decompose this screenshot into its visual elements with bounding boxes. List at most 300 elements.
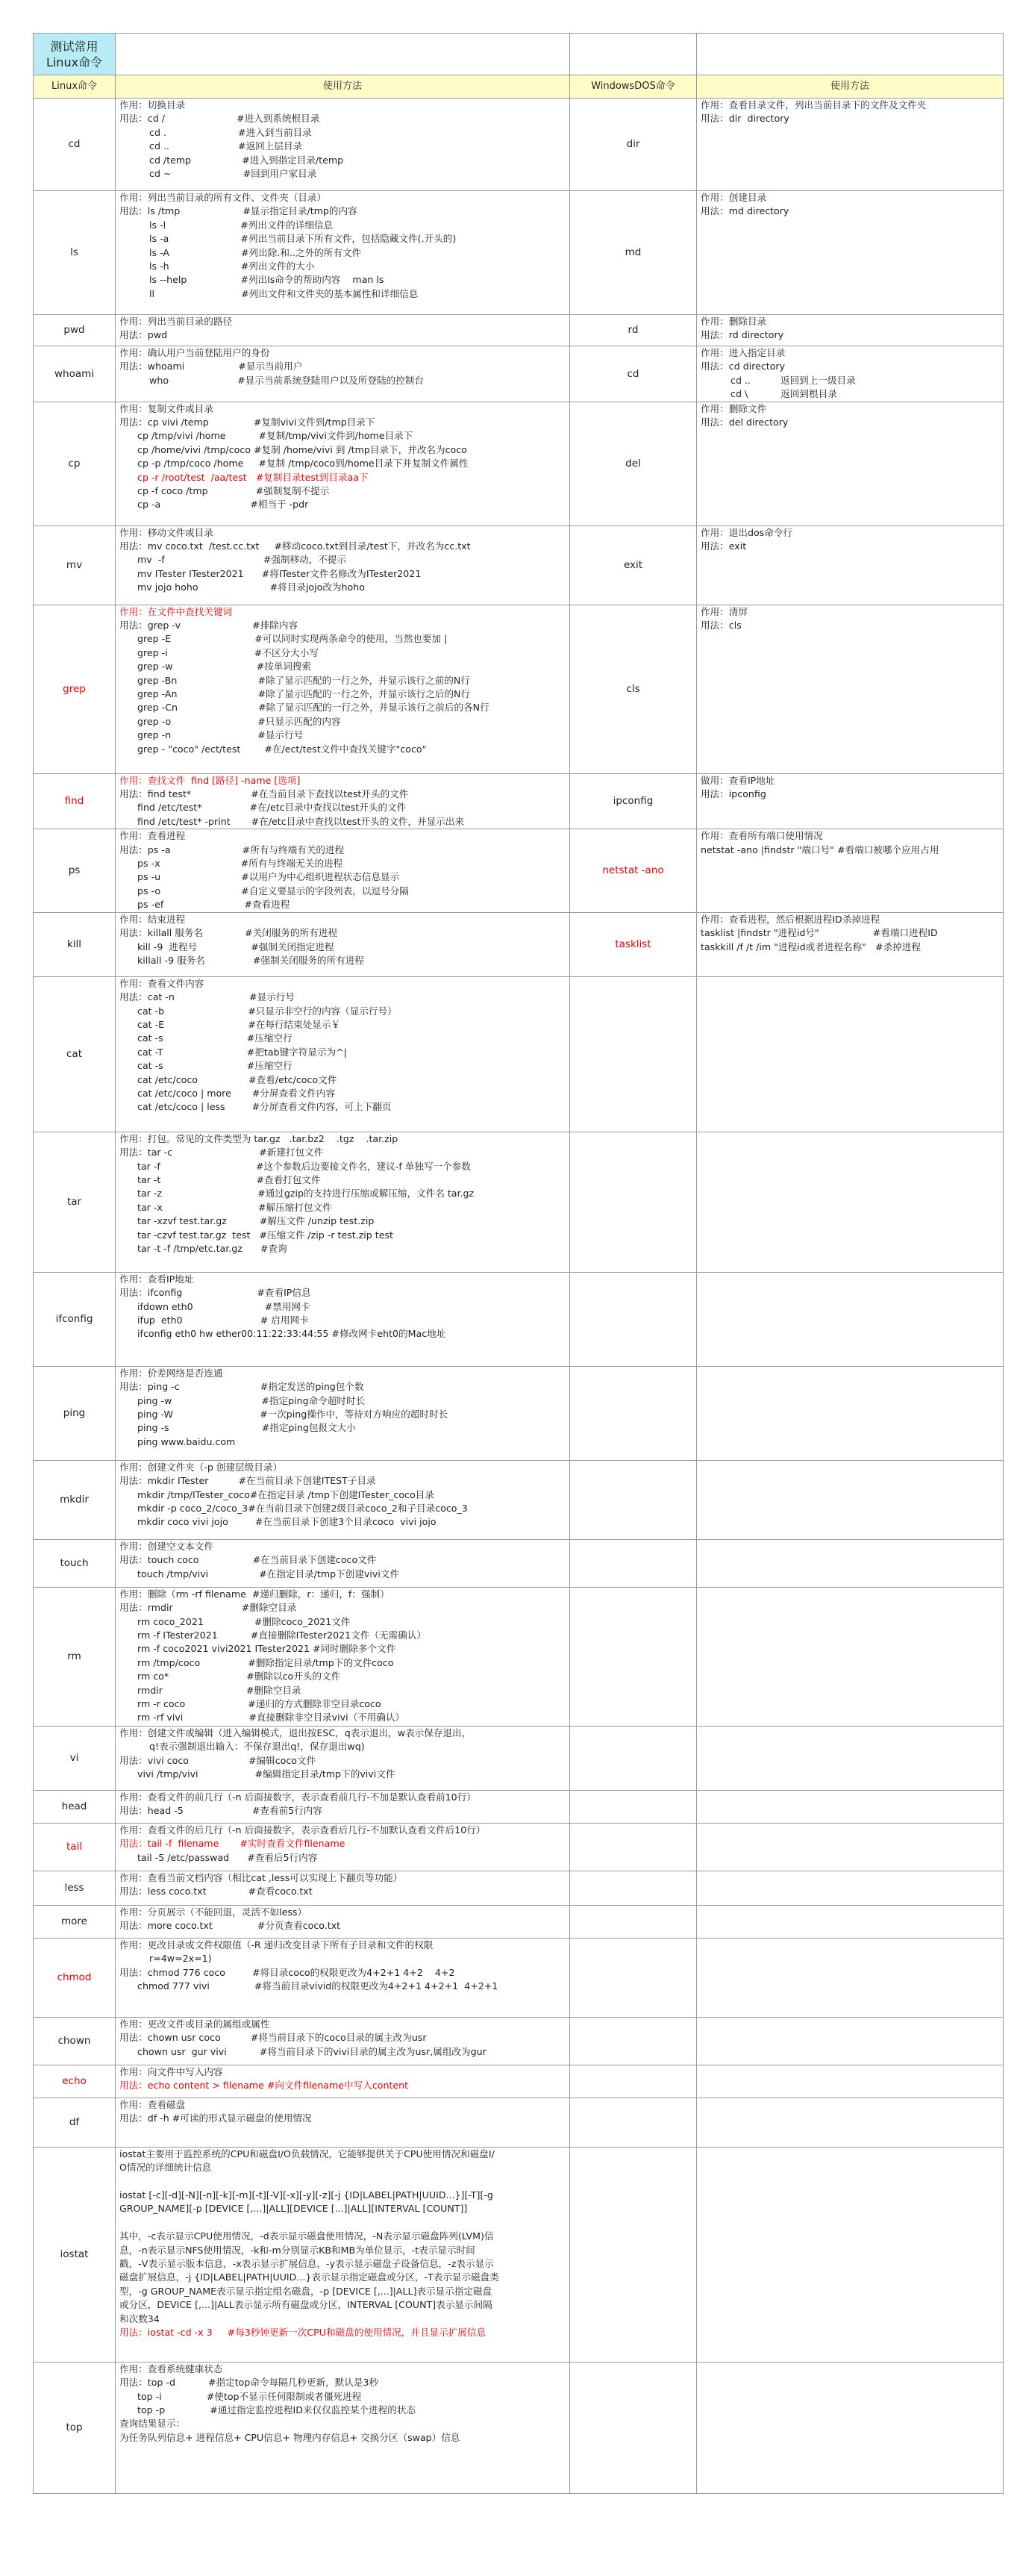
dos-usage-line: 用法：cls xyxy=(701,620,742,631)
usage-line: ping -s #指定ping包报文大小 xyxy=(119,1422,356,1434)
usage-line: top -p #通过指定监控进程ID来仅仅监控某个进程的状态 xyxy=(119,2404,416,2416)
dos-command-name xyxy=(570,1272,697,1366)
usage-line: 作用：列出当前目录的所有文件、文件夹（目录） xyxy=(119,192,327,203)
usage-line: 用法：touch coco #在当前目录下创建coco文件 xyxy=(119,1554,377,1566)
dos-usage-cell xyxy=(697,1823,1004,1871)
usage-line: kill -9 进程号 #强制关闭指定进程 xyxy=(119,941,334,952)
command-row xyxy=(34,191,1004,315)
linux-command-name: cat xyxy=(34,976,116,1132)
usage-line: ls --help #列出ls命令的帮助内容 man ls xyxy=(119,274,384,286)
linux-usage-cell xyxy=(116,1726,570,1790)
usage-line: find /etc/test* #在/etc目录中查找以test开头的文件 xyxy=(119,802,407,814)
linux-command-name: kill xyxy=(34,912,116,976)
linux-usage-cell xyxy=(116,1790,570,1823)
linux-usage-cell xyxy=(116,315,570,346)
usage-line: 用法：rmdir #删除空目录 xyxy=(119,1602,297,1614)
usage-line: cat /etc/coco | less #分屏查看文件内容，可上下翻页 xyxy=(119,1101,392,1113)
dos-usage-line: 用法：exit xyxy=(701,540,747,552)
usage-line: 作用：确认用户当前登陆用户的身份 xyxy=(119,347,270,358)
usage-line: ping -w #指定ping命令超时时长 xyxy=(119,1394,366,1406)
dos-usage-cell xyxy=(697,1905,1004,1938)
usage-line: ps -u #以用户为中心组织进程状态信息显示 xyxy=(119,871,400,883)
usage-line: 用法：ping -c #指定发送的ping包个数 xyxy=(119,1381,364,1393)
dos-usage-cell xyxy=(697,1938,1004,2017)
usage-line: 用法：cat -n #显示行号 xyxy=(119,991,295,1003)
command-row xyxy=(34,346,1004,402)
usage-line xyxy=(119,2175,566,2189)
usage-line: who #显示当前系统登陆用户以及所登陆的控制台 xyxy=(119,374,424,386)
dos-usage-line: 用法：del directory xyxy=(701,417,789,428)
linux-command-name: chown xyxy=(34,2017,116,2065)
usage-line: grep -E #可以同时实现两条命令的使用，当然也要加 | xyxy=(119,633,448,645)
dos-usage-cell xyxy=(697,315,1004,346)
usage-line: 用法：tar -c #新建打包文件 xyxy=(119,1147,324,1158)
usage-line: vivi /tmp/vivi #编辑指定目录/tmp下的vivi文件 xyxy=(119,1768,395,1780)
usage-line: 作用：复制文件或目录 xyxy=(119,402,213,414)
header-row xyxy=(34,75,1004,99)
dos-command-name xyxy=(570,1905,697,1938)
command-row xyxy=(34,1726,1004,1790)
usage-line: 用法：tail -f filename #实时查看文件filename xyxy=(119,1838,345,1850)
usage-line: 作用：更改目录或文件权限值（-R 递归改变目录下所有子目录和文件的权限 xyxy=(119,1939,434,1950)
command-row xyxy=(34,1905,1004,1938)
dos-usage-line: cd \ 返回到根目录 xyxy=(701,388,837,400)
dos-usage-cell xyxy=(697,2017,1004,2065)
usage-line: grep -n #显示行号 xyxy=(119,729,304,741)
usage-line: grep -Cn #除了显示匹配的一行之外，并显示该行之前后的各N行 xyxy=(119,702,489,714)
dos-usage-line: 作用：查看进程，然后根据进程ID杀掉进程 xyxy=(701,913,880,925)
linux-usage-cell xyxy=(116,1460,570,1539)
linux-usage-cell xyxy=(116,1938,570,2017)
usage-line: 用法：head -5 #查看前5行内容 xyxy=(119,1805,322,1817)
usage-line: 用法：killall 服务名 #关闭服务的所有进程 xyxy=(119,927,338,939)
usage-line: cat /etc/coco #查看/etc/coco文件 xyxy=(119,1073,337,1085)
usage-line: 作用：创建空文本文件 xyxy=(119,1540,213,1552)
usage-line: 作用：查看磁盘 xyxy=(119,2098,186,2110)
usage-line: 用法：whoami #显示当前用户 xyxy=(119,361,303,372)
dos-usage-line: 用法：ipconfig xyxy=(701,788,766,800)
linux-usage-cell xyxy=(116,2065,570,2098)
usage-line: tar -czvf test.tar.gz test #压缩文件 /zip -r test.zip test xyxy=(119,1229,393,1241)
dos-usage-cell xyxy=(697,1871,1004,1905)
dos-usage-cell xyxy=(697,1132,1004,1272)
dos-usage-cell xyxy=(697,346,1004,402)
command-row xyxy=(34,1539,1004,1587)
dos-command-name xyxy=(570,1938,697,2017)
usage-line: 作用：查看当前文档内容（相比cat ,less可以实现上下翻页等功能） xyxy=(119,1871,403,1883)
usage-line: 其中，-c表示显示CPU使用情况，-d表示显示磁盘使用情况，-N表示显示磁盘阵列(LVM)信 xyxy=(119,2230,494,2242)
usage-line: 为任务队列信息+ 进程信息+ CPU信息+ 物理内存信息+ 交换分区（swap）信息 xyxy=(119,2431,460,2443)
linux-command-name: head xyxy=(34,1790,116,1823)
usage-line: r=4w=2x=1) xyxy=(119,1953,212,1965)
command-row xyxy=(34,912,1004,976)
linux-command-name: mv xyxy=(34,526,116,605)
usage-line: grep -o #只显示匹配的内容 xyxy=(119,715,341,727)
usage-line: cat -E #在每行结束处显示￥ xyxy=(119,1018,341,1030)
dos-command-name: md xyxy=(570,191,697,315)
command-row xyxy=(34,605,1004,773)
dos-usage-cell xyxy=(697,773,1004,829)
dos-command-name xyxy=(570,2362,697,2493)
linux-command-name: more xyxy=(34,1905,116,1938)
usage-line: cp -r /root/test /aa/test #复制目录test到目录aa下 xyxy=(119,471,369,483)
command-row xyxy=(34,2017,1004,2065)
dos-usage-cell xyxy=(697,1790,1004,1823)
usage-line: 用法：echo content > filename #向文件filename中写入content xyxy=(119,2080,409,2092)
usage-line: tail -5 /etc/passwad #查看后5行内容 xyxy=(119,1851,318,1863)
linux-command-name: cd xyxy=(34,99,116,191)
dos-usage-line: taskkill /f /t /im "进程id或者进程名称" #杀掉进程 xyxy=(701,941,921,952)
usage-line: grep -Bn #除了显示匹配的一行之外，并显示该行之前的N行 xyxy=(119,674,470,686)
dos-command-name: cls xyxy=(570,605,697,773)
usage-line: GROUP_NAME][-p [DEVICE [,...]|ALL][DEVICE [...]|ALL][INTERVAL [COUNT]] xyxy=(119,2203,468,2215)
usage-line: rm coco_2021 #删除coco_2021文件 xyxy=(119,1615,351,1627)
usage-line: mv ITester ITester2021 #将ITester文件名修改为ITester2021 xyxy=(119,567,422,579)
usage-line: 用法：pwd xyxy=(119,329,168,341)
usage-line: 作用：创建文件或编辑（进入编辑模式，退出按ESC，q表示退出，w表示保存退出， xyxy=(119,1727,472,1738)
usage-line: 息，-n表示显示NFS使用情况，-k和-m分别显示KB和MB为单位显示，-t表示显示时间 xyxy=(119,2244,475,2256)
usage-line: 作用：创建文件夹（-p 创建层级目录） xyxy=(119,1461,283,1473)
usage-line: 作用：查看文件的后几行（-n 后面接数字，表示查看后几行-不加默认查看文件后10行） xyxy=(119,1824,486,1836)
dos-usage-cell xyxy=(697,526,1004,605)
usage-line: ps -x #所有与终端无关的进程 xyxy=(119,858,343,870)
usage-line: ll #列出文件和文件夹的基本属性和详细信息 xyxy=(119,287,419,299)
linux-usage-cell xyxy=(116,1587,570,1726)
dos-usage-cell xyxy=(697,1539,1004,1587)
linux-usage-cell xyxy=(116,99,570,191)
command-row xyxy=(34,1823,1004,1871)
usage-line: O情况的详细统计信息 xyxy=(119,2162,212,2174)
usage-line: 用法：df -h #可读的形式显示磁盘的使用情况 xyxy=(119,2112,312,2124)
dos-usage-cell xyxy=(697,912,1004,976)
dos-command-name: rd xyxy=(570,315,697,346)
command-row xyxy=(34,976,1004,1132)
usage-line: mkdir /tmp/ITester_coco#在指定目录 /tmp下创建ITester_coco目录 xyxy=(119,1488,434,1500)
linux-command-name: find xyxy=(34,773,116,829)
dos-command-name xyxy=(570,2065,697,2098)
usage-line: 戳，-V表示显示版本信息，-x表示显示扩展信息，-y表示显示磁盘子设备信息，-z表示显示 xyxy=(119,2257,494,2269)
usage-line: tar -xzvf test.tar.gz #解压文件 /unzip test.zip xyxy=(119,1215,375,1227)
usage-line: 用法：ls /tmp #显示指定目录/tmp的内容 xyxy=(119,205,357,217)
dos-usage-line: 用法：cd directory xyxy=(701,361,786,372)
dos-usage-line: cd .. 返回到上一级目录 xyxy=(701,374,856,386)
title-blank-cell xyxy=(697,34,1004,75)
usage-line: 用法：iostat -cd -x 3 #每3秒钟更新一次CPU和磁盘的使用情况，并且显示扩展信息 xyxy=(119,2326,486,2338)
usage-line: grep -w #按单词搜索 xyxy=(119,661,312,673)
linux-usage-cell xyxy=(116,829,570,912)
usage-line: 用法：mv coco.txt /test.cc.txt #移动coco.txt到目录/test下，并改名为cc.txt xyxy=(119,540,471,552)
dos-usage-cell xyxy=(697,2098,1004,2147)
dos-usage-line: 作用：查看目录文件，列出当前目录下的文件及文件夹 xyxy=(701,99,927,110)
usage-line: ifconfig eth0 hw ether00:11:22:33:44:55 #修改网卡eht0的Mac地址 xyxy=(119,1328,446,1340)
usage-line: 和次数34 xyxy=(119,2313,160,2324)
linux-usage-cell xyxy=(116,1366,570,1460)
usage-line: cp -p /tmp/coco /home #复制 /tmp/coco到/home目录下并复制文件属性 xyxy=(119,458,469,470)
dos-usage-cell xyxy=(697,1460,1004,1539)
usage-line: rmdir #删除空目录 xyxy=(119,1684,301,1696)
linux-usage-cell xyxy=(116,1539,570,1587)
usage-line: grep -An #除了显示匹配的一行之外，并显示该行之后的N行 xyxy=(119,688,471,700)
usage-line: ifup eth0 # 启用网卡 xyxy=(119,1314,309,1326)
dos-usage-cell xyxy=(697,1366,1004,1460)
title-blank-cell xyxy=(570,34,697,75)
linux-usage-cell xyxy=(116,346,570,402)
linux-command-name: rm xyxy=(34,1587,116,1726)
dos-command-name xyxy=(570,1823,697,1871)
usage-line: 用法：ifconfig #查看IP信息 xyxy=(119,1287,311,1299)
usage-line: tar -f #这个参数后边要接文件名，建议-f 单独写一个参数 xyxy=(119,1160,471,1172)
dos-usage-cell xyxy=(697,191,1004,315)
usage-line: cd ~ #回到用户家目录 xyxy=(119,168,317,180)
linux-command-name: chmod xyxy=(34,1938,116,2017)
usage-line: cp /home/vivi /tmp/coco #复制 /home/vivi 到 /tmp目录下，并改名为coco xyxy=(119,443,467,455)
dos-usage-cell xyxy=(697,2065,1004,2098)
usage-line: rm /tmp/coco #删除指定目录/tmp下的文件coco xyxy=(119,1656,394,1668)
usage-line: 用法：top -d #指定top命令每隔几秒更新，默认是3秒 xyxy=(119,2377,379,2389)
usage-line: ping -W #一次ping操作中，等待对方响应的超时时长 xyxy=(119,1408,448,1420)
usage-line: 作用：查看系统健康状态 xyxy=(119,2363,223,2374)
usage-line: cat /etc/coco | more #分屏查看文件内容 xyxy=(119,1087,336,1099)
linux-usage-cell xyxy=(116,2362,570,2493)
command-row xyxy=(34,1790,1004,1823)
linux-command-name: ping xyxy=(34,1366,116,1460)
command-row xyxy=(34,1132,1004,1272)
linux-usage-cell xyxy=(116,912,570,976)
usage-line: cd /temp #进入到指定目录/temp xyxy=(119,154,344,166)
usage-line: cat -b #只显示非空行的内容（显示行号） xyxy=(119,1005,397,1017)
linux-usage-cell xyxy=(116,976,570,1132)
usage-line: cat -s #压缩空行 xyxy=(119,1060,292,1072)
usage-line: cp -f coco /tmp #强制复制不提示 xyxy=(119,485,330,497)
usage-line: mv -f #强制移动，不提示 xyxy=(119,554,347,566)
usage-line: top -i #使top不显示任何限制或者僵死进程 xyxy=(119,2390,362,2402)
dos-usage-cell xyxy=(697,1726,1004,1790)
linux-usage-cell xyxy=(116,1272,570,1366)
dos-usage-line: 作用：创建目录 xyxy=(701,192,767,203)
header-dos: WindowsDOS命令 xyxy=(570,75,697,99)
usage-line: rm -f coco2021 vivi2021 ITester2021 #同时删除多个文件 xyxy=(119,1643,396,1655)
dos-command-name: del xyxy=(570,402,697,526)
usage-line: 作用：打包。常见的文件类型为 tar.gz .tar.bz2 .tgz .tar.zip xyxy=(119,1132,398,1144)
usage-line: cat -s #压缩空行 xyxy=(119,1032,292,1044)
linux-usage-cell xyxy=(116,1823,570,1871)
usage-line: cat -T #把tab键字符显示为^| xyxy=(119,1046,347,1058)
header-dos-usage: 使用方法 xyxy=(697,75,1004,99)
dos-command-name: cd xyxy=(570,346,697,402)
linux-usage-cell xyxy=(116,2098,570,2147)
command-sheet xyxy=(33,33,1003,2494)
dos-usage-cell xyxy=(697,2147,1004,2362)
dos-usage-line: 作用：清屏 xyxy=(701,605,748,617)
dos-usage-line: 作用：退出dos命令行 xyxy=(701,526,793,538)
usage-line: grep -i #不区分大小写 xyxy=(119,646,319,658)
command-row xyxy=(34,1871,1004,1905)
linux-usage-cell xyxy=(116,2017,570,2065)
dos-usage-cell xyxy=(697,829,1004,912)
usage-line: 或分区，DEVICE [,...]|ALL表示显示所有磁盘或分区，INTERVAL [COUNT]表示显示间隔 xyxy=(119,2299,492,2311)
usage-line: 用法：chown usr coco #将当前目录下的coco目录的属主改为usr xyxy=(119,2032,427,2044)
dos-command-name: dir xyxy=(570,99,697,191)
linux-command-name: ps xyxy=(34,829,116,912)
usage-line: 作用：价差网络是否连通 xyxy=(119,1367,223,1379)
dos-command-name xyxy=(570,2147,697,2362)
dos-command-name: ipconfig xyxy=(570,773,697,829)
usage-line: 用法：chmod 776 coco #将目录coco的权限更改为4+2+1 4+2 4+2 xyxy=(119,1966,455,1978)
header-usage: 使用方法 xyxy=(116,75,570,99)
usage-line: 用法：mkdir ITester #在当前目录下创建ITEST子目录 xyxy=(119,1475,376,1487)
usage-line: cd .. #返回上层目录 xyxy=(119,140,303,152)
usage-line: 查询结果显示： xyxy=(119,2418,186,2430)
linux-usage-cell xyxy=(116,1132,570,1272)
usage-line: tar -z #通过gzip的支持进行压缩或解压缩，文件名 tar.gz xyxy=(119,1188,475,1200)
usage-line: ping www.baidu.com xyxy=(119,1435,236,1447)
dos-usage-cell xyxy=(697,605,1004,773)
usage-line: 作用：查找文件 find [路径] -name [选项] xyxy=(119,774,301,786)
dos-usage-line: 作用：删除文件 xyxy=(701,402,767,414)
command-row xyxy=(34,2362,1004,2493)
dos-command-name xyxy=(570,1132,697,1272)
usage-line: 作用：查看进程 xyxy=(119,830,186,842)
dos-command-name xyxy=(570,1460,697,1539)
usage-line: 作用：移动文件或目录 xyxy=(119,526,213,538)
usage-line: cd . #进入到当前目录 xyxy=(119,126,312,138)
linux-command-name: grep xyxy=(34,605,116,773)
dos-command-name xyxy=(570,1366,697,1460)
header-linux: Linux命令 xyxy=(34,75,116,99)
usage-line: 用法：less coco.txt #查看coco.txt xyxy=(119,1886,313,1897)
dos-command-name: tasklist xyxy=(570,912,697,976)
dos-usage-line: tasklist |findstr "进程id号" #看端口进程ID xyxy=(701,927,938,939)
usage-line: 用法：more coco.txt #分页查看coco.txt xyxy=(119,1920,341,1932)
command-row xyxy=(34,402,1004,526)
dos-command-name xyxy=(570,1871,697,1905)
linux-command-name: less xyxy=(34,1871,116,1905)
usage-line: 作用：向文件中写入内容 xyxy=(119,2065,223,2077)
dos-command-name xyxy=(570,2098,697,2147)
dos-usage-cell xyxy=(697,402,1004,526)
dos-usage-cell xyxy=(697,99,1004,191)
command-table xyxy=(33,33,1004,2494)
dos-command-name xyxy=(570,1539,697,1587)
usage-line: ls -l #列出文件的详细信息 xyxy=(119,219,334,231)
usage-line: 作用：查看文件内容 xyxy=(119,977,204,989)
usage-line: 作用：结束进程 xyxy=(119,913,186,925)
usage-line: ps -o #自定义要显示的字段列表，以逗号分隔 xyxy=(119,885,409,896)
usage-line: chown usr gur vivi #将当前目录下的vivi目录的属主改为usr,属组改为gur xyxy=(119,2045,486,2057)
linux-usage-cell xyxy=(116,1905,570,1938)
linux-command-name: top xyxy=(34,2362,116,2493)
usage-line: 用法：cd / #进入到系统根目录 xyxy=(119,113,320,125)
dos-command-name xyxy=(570,1790,697,1823)
usage-line: 用法：find test* #在当前目录下查找以test开头的文件 xyxy=(119,788,409,800)
linux-command-name: whoami xyxy=(34,346,116,402)
command-row xyxy=(34,1460,1004,1539)
usage-line: 作用：删除（rm -rf filename #递归删除，r：递归，f：强制） xyxy=(119,1588,389,1600)
usage-line: rm co* #删除以co开头的文件 xyxy=(119,1671,341,1682)
command-row xyxy=(34,1272,1004,1366)
usage-line: q!表示强制退出输入：不保存退出q!，保存退出wq) xyxy=(119,1741,365,1753)
command-row xyxy=(34,773,1004,829)
usage-line: ps -ef #查看进程 xyxy=(119,899,290,911)
usage-line: ls -h #列出文件的大小 xyxy=(119,261,315,272)
command-row xyxy=(34,526,1004,605)
usage-line: 用法：ps -a #所有与终端有关的进程 xyxy=(119,843,345,855)
usage-line: tar -x #解压缩打包文件 xyxy=(119,1201,332,1213)
usage-line: rm -r coco #递归的方式删除非空目录coco xyxy=(119,1697,381,1709)
command-row xyxy=(34,829,1004,912)
linux-command-name: echo xyxy=(34,2065,116,2098)
dos-usage-line: 用法：md directory xyxy=(701,205,789,217)
usage-line: chmod 777 vivi #将当前目录vivid的权限更改为4+2+1 4+2+1 4+2+1 xyxy=(119,1980,498,1992)
dos-usage-line: 作用：删除目录 xyxy=(701,316,767,327)
usage-line: 作用：切换目录 xyxy=(119,99,186,110)
usage-line: 作用：查看文件的前几行（-n 后面接数字，表示查看前几行-不加是默认查看前10行） xyxy=(119,1791,476,1803)
command-row xyxy=(34,99,1004,191)
dos-command-name xyxy=(570,2017,697,2065)
linux-usage-cell xyxy=(116,191,570,315)
usage-line: iostat主要用于监控系统的CPU和磁盘I/O负载情况，它能够提供关于CPU使用情况和磁盘I/ xyxy=(119,2148,495,2159)
usage-line: mkdir coco vivi jojo #在当前目录下创建3个目录coco vivi jojo xyxy=(119,1516,437,1528)
dos-usage-line: 用法：rd directory xyxy=(701,329,784,341)
usage-line: 用法：cp vivi /temp #复制vivi文件到/tmp目录下 xyxy=(119,417,375,428)
dos-command-name xyxy=(570,1587,697,1726)
usage-line: rm -rf vivi #直接删除非空目录vivi（不用确认） xyxy=(119,1712,405,1724)
usage-line: rm -f ITester2021 #直接删除ITester2021文件（无需确认） xyxy=(119,1629,426,1641)
dos-usage-cell xyxy=(697,2362,1004,2493)
usage-line: 作用：列出当前目录的路径 xyxy=(119,316,233,327)
linux-command-name: ifconfig xyxy=(34,1272,116,1366)
linux-command-name: cp xyxy=(34,402,116,526)
command-row xyxy=(34,2147,1004,2362)
linux-usage-cell xyxy=(116,2147,570,2362)
usage-line: grep - "coco" /ect/test #在/ect/test文件中查找关键字"coco" xyxy=(119,743,427,755)
dos-usage-line: 作用：进入指定目录 xyxy=(701,347,786,358)
command-row xyxy=(34,2065,1004,2098)
dos-usage-cell xyxy=(697,1587,1004,1726)
dos-command-name: exit xyxy=(570,526,697,605)
dos-usage-line: netstat -ano |findstr "端口号" #看端口被哪个应用占用 xyxy=(701,843,939,855)
command-row xyxy=(34,1366,1004,1460)
usage-line: touch /tmp/vivi #在指定目录/tmp下创建vivi文件 xyxy=(119,1568,400,1579)
title-row xyxy=(34,34,1004,75)
dos-usage-line: 用法：dir directory xyxy=(701,113,789,125)
usage-line: 作用：分页展示（不能回退，灵活不如less） xyxy=(119,1906,307,1918)
linux-command-name: iostat xyxy=(34,2147,116,2362)
sheet-title: 测试常用Linux命令 xyxy=(34,34,116,75)
usage-line: iostat [-c][-d][-N][-n][-k][-m][-t][-V][-x][-y][-z][-j {ID|LABEL|PATH|UUID...}][-T][-g xyxy=(119,2189,493,2201)
command-row xyxy=(34,315,1004,346)
linux-command-name: pwd xyxy=(34,315,116,346)
usage-line: find /etc/test* -print #在/etc目录中查找以test开头的文件，并显示出来 xyxy=(119,815,464,827)
usage-line: killall -9 服务名 #强制关闭服务的所有进程 xyxy=(119,954,365,966)
usage-line: 用法：grep -v #排除内容 xyxy=(119,620,298,631)
linux-command-name: tar xyxy=(34,1132,116,1272)
dos-command-name xyxy=(570,1726,697,1790)
usage-line: 作用：在文件中查找关键词 xyxy=(119,605,233,617)
linux-usage-cell xyxy=(116,526,570,605)
usage-line: 磁盘扩展信息，-j {ID|LABEL|PATH|UUID...}表示显示指定磁盘或分区，-T表示显示磁盘类 xyxy=(119,2271,499,2283)
usage-line: tar -t #查看打包文件 xyxy=(119,1173,321,1185)
title-blank-cell xyxy=(116,34,570,75)
dos-usage-cell xyxy=(697,1272,1004,1366)
command-row xyxy=(34,1938,1004,2017)
linux-command-name: vi xyxy=(34,1726,116,1790)
linux-usage-cell xyxy=(116,1871,570,1905)
linux-usage-cell xyxy=(116,773,570,829)
dos-usage-line: 做用：查看IP地址 xyxy=(701,774,775,786)
usage-line: ls -a #列出当前目录下所有文件，包括隐藏文件(.开头的) xyxy=(119,233,457,245)
linux-command-name: df xyxy=(34,2098,116,2147)
